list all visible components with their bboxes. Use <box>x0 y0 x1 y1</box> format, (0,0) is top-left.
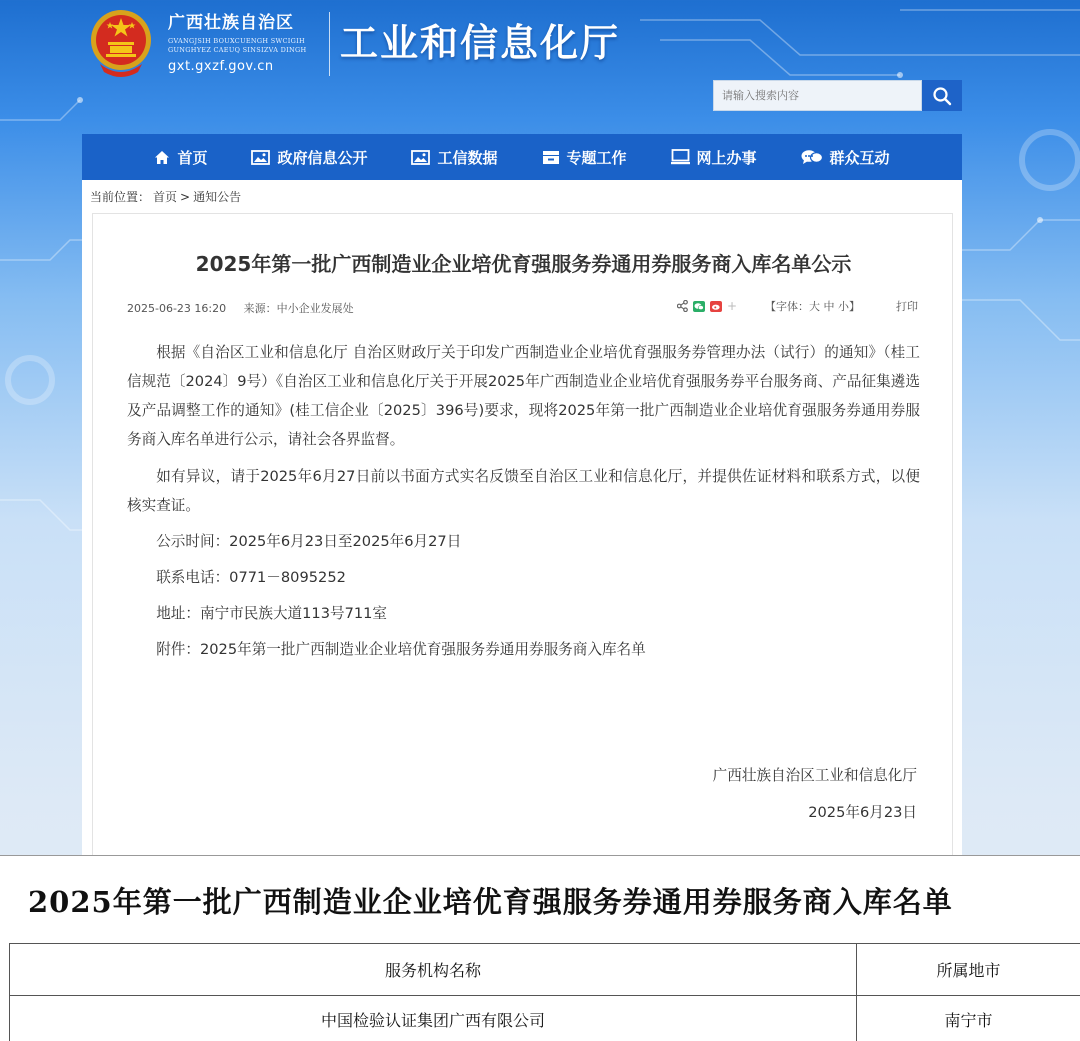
search-input[interactable] <box>713 80 922 111</box>
breadcrumb-prefix: 当前位置： <box>90 190 151 204</box>
nav-item-label: 首页 <box>177 148 208 167</box>
region-name: 广西壮族自治区 <box>168 13 294 33</box>
nav-item-label: 政府信息公开 <box>277 148 368 167</box>
table-row <box>10 996 1080 1041</box>
breadcrumb <box>90 188 244 205</box>
nav-item-home[interactable] <box>132 134 229 180</box>
monitor-icon <box>671 149 690 165</box>
table-header-row <box>10 944 1080 996</box>
signature-date: 2025年6月23日 <box>808 804 917 821</box>
attachment-table <box>9 943 1080 1041</box>
more-share-icon[interactable]: + <box>726 299 737 313</box>
nav-item-data[interactable] <box>389 134 519 180</box>
table-header-cell: 所属地市 <box>857 944 1080 996</box>
font-small-button[interactable]: 小 <box>838 300 849 313</box>
print-button[interactable]: 打印 <box>896 300 918 313</box>
contact-phone: 联系电话：0771－8095252 <box>156 569 346 586</box>
source-label <box>244 302 354 315</box>
notice-period: 公示时间：2025年6月23日至2025年6月27日 <box>156 533 462 550</box>
signature-block <box>713 758 917 831</box>
article-card <box>92 213 953 856</box>
content-panel <box>82 180 962 856</box>
national-emblem-icon[interactable] <box>88 8 154 78</box>
breadcrumb-separator: > <box>180 190 191 204</box>
breadcrumb-home-link[interactable]: 首页 <box>153 190 178 204</box>
main-nav <box>82 134 962 180</box>
font-size-close: 】 <box>849 300 860 313</box>
search-icon <box>932 86 952 106</box>
attachment-table-sheet <box>0 855 1080 1041</box>
brand-divider <box>329 12 330 76</box>
attachment-link[interactable]: 附件：2025年第一批广西制造业企业培优育强服务券通用券服务商入库名单 <box>156 641 646 658</box>
article-paragraph: 如有异议，请于2025年6月27日前以书面方式实名反馈至自治区工业和信息化厅，并提供佐证材料和联系方式，以便核实查证。 <box>127 468 920 514</box>
nav-item-label: 工信数据 <box>437 148 498 167</box>
attachment-table-title: 2025年第一批广西制造业企业培优育强服务券通用券服务商入库名单 <box>28 885 953 919</box>
article-paragraph: 根据《自治区工业和信息化厅 自治区财政厅关于印发广西制造业企业培优育强服务券管理办法（试行）的通知》（桂工信规范〔2024〕9号）《自治区工业和信息化厅关于开展2025年广西制造业企业培优育强服务券平台服务商、产品征集遴选及产品调整工作的通知》(桂工信企业〔2025〕396号)要求，现将2025年第一批广西制造业企业培优育强服务券通用券服务商入库名单进行公示，请社会各界监督。 <box>127 344 920 448</box>
font-size-control <box>765 298 860 314</box>
search-button[interactable] <box>922 80 962 111</box>
table-cell: 南宁市 <box>857 996 1080 1041</box>
source-prefix: 来源： <box>243 302 277 315</box>
home-icon <box>154 150 170 165</box>
table-header-cell: 服务机构名称 <box>10 944 857 996</box>
table-cell: 中国检验认证集团广西有限公司 <box>10 996 857 1041</box>
site-header <box>0 0 1080 130</box>
weibo-share-icon[interactable] <box>710 301 722 312</box>
signature-org: 广西壮族自治区工业和信息化厅 <box>712 767 917 784</box>
publish-datetime: 2025-06-23 16:20 <box>127 302 227 315</box>
brand-block <box>168 8 318 74</box>
region-name-zhuang: GVANGJSIH BOUXCUENGH SWCIGIH GUNGHYEZ CAEUQ SINSIZVA DINGH <box>168 37 307 54</box>
nav-item-topics[interactable] <box>520 134 649 180</box>
nav-item-gov-info[interactable] <box>229 134 389 180</box>
department-title: 工业和信息化厅 <box>340 20 621 65</box>
article-tools <box>677 298 918 314</box>
nav-item-label: 网上办事 <box>696 148 757 167</box>
chat-bubbles-icon <box>801 149 823 165</box>
image-icon <box>251 150 270 165</box>
article-meta <box>127 300 354 316</box>
article-body <box>127 338 920 664</box>
article-title: 2025年第一批广西制造业企业培优育强服务券通用券服务商入库名单公示 <box>195 252 852 276</box>
nav-item-interaction[interactable] <box>779 134 912 180</box>
folder-icon <box>542 150 560 165</box>
image-icon <box>411 150 430 165</box>
share-group <box>677 299 737 313</box>
breadcrumb-current-link[interactable]: 通知公告 <box>193 190 242 204</box>
nav-item-label: 专题工作 <box>566 148 627 167</box>
wechat-share-icon[interactable] <box>693 301 705 312</box>
font-size-open: 【字体： <box>765 300 809 313</box>
nav-item-online-service[interactable] <box>649 134 779 180</box>
font-medium-button[interactable]: 中 <box>823 300 835 313</box>
site-domain[interactable]: gxt.gxzf.gov.cn <box>168 59 274 74</box>
font-large-button[interactable]: 大 <box>809 300 820 313</box>
contact-address: 地址：南宁市民族大道113号711室 <box>156 605 388 622</box>
source-value: 中小企业发展处 <box>276 302 354 315</box>
share-icon[interactable] <box>677 300 688 312</box>
nav-item-label: 群众互动 <box>829 148 890 167</box>
